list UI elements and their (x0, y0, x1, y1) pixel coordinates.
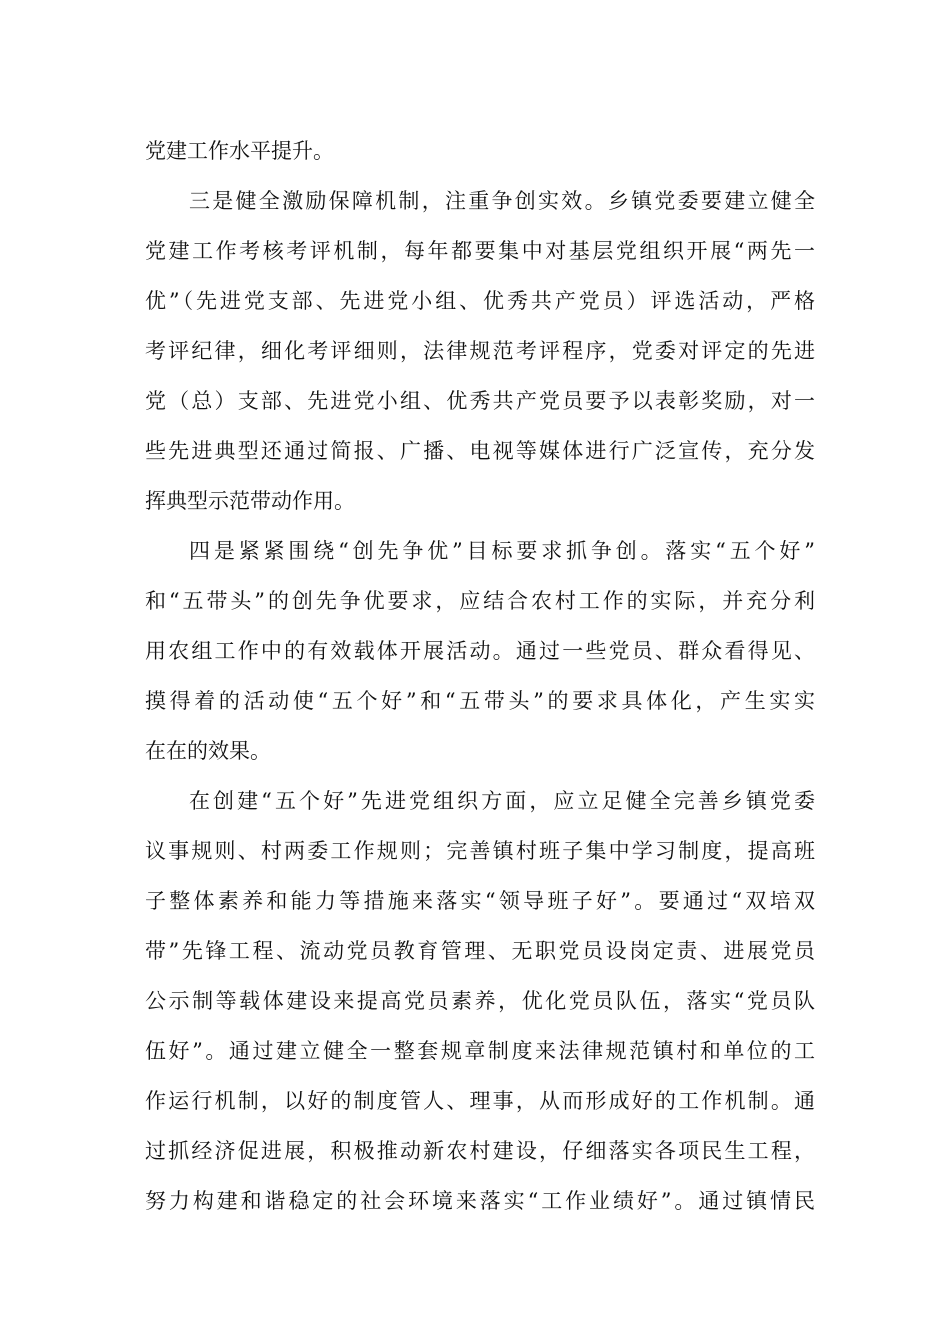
text-line: 努力构建和谐稳定的社会环境来落实“工作业绩好”。通过镇情民 (145, 1189, 815, 1213)
text-line: 用农组工作中的有效载体开展活动。通过一些党员、群众看得见、 (145, 639, 815, 663)
text-line: 些先进典型还通过简报、广播、电视等媒体进行广泛宣传，充分发 (145, 439, 815, 463)
text-line: 党建工作考核考评机制，每年都要集中对基层党组织开展“两先一 (145, 239, 815, 263)
text-line: 优”（先进党支部、先进党小组、优秀共产党员）评选活动，严格 (145, 289, 815, 313)
text-line: 伍好”。通过建立健全一整套规章制度来法律规范镇村和单位的工 (145, 1039, 815, 1063)
paragraph-start-line: 在创建“五个好”先进党组织方面，应立足健全完善乡镇党委 (189, 789, 815, 813)
text-line: 考评纪律，细化考评细则，法律规范考评程序，党委对评定的先进 (145, 339, 815, 363)
text-line: 摸得着的活动使“五个好”和“五带头”的要求具体化，产生实实 (145, 689, 815, 713)
text-line: 作运行机制，以好的制度管人、理事，从而形成好的工作机制。通 (145, 1089, 815, 1113)
text-line: 和“五带头”的创先争优要求，应结合农村工作的实际，并充分利 (145, 589, 815, 613)
text-line: 挥典型示范带动作用。 (145, 489, 355, 513)
text-line: 过抓经济促进展，积极推动新农村建设，仔细落实各项民生工程， (145, 1139, 815, 1163)
text-line: 党建工作水平提升。 (145, 139, 334, 163)
text-line: 党（总）支部、先进党小组、优秀共产党员要予以表彰奖励，对一 (145, 389, 815, 413)
text-line: 公示制等载体建设来提高党员素养，优化党员队伍，落实“党员队 (145, 989, 815, 1013)
text-line: 在在的效果。 (145, 739, 271, 763)
text-line: 子整体素养和能力等措施来落实“领导班子好”。要通过“双培双 (145, 889, 815, 913)
text-line: 议事规则、村两委工作规则；完善镇村班子集中学习制度，提高班 (145, 839, 815, 863)
text-line: 带”先锋工程、流动党员教育管理、无职党员设岗定责、进展党员 (145, 939, 815, 963)
paragraph-start-line: 四是紧紧围绕“创先争优”目标要求抓争创。落实“五个好” (189, 539, 815, 563)
paragraph-start-line: 三是健全激励保障机制，注重争创实效。乡镇党委要建立健全 (189, 189, 815, 213)
